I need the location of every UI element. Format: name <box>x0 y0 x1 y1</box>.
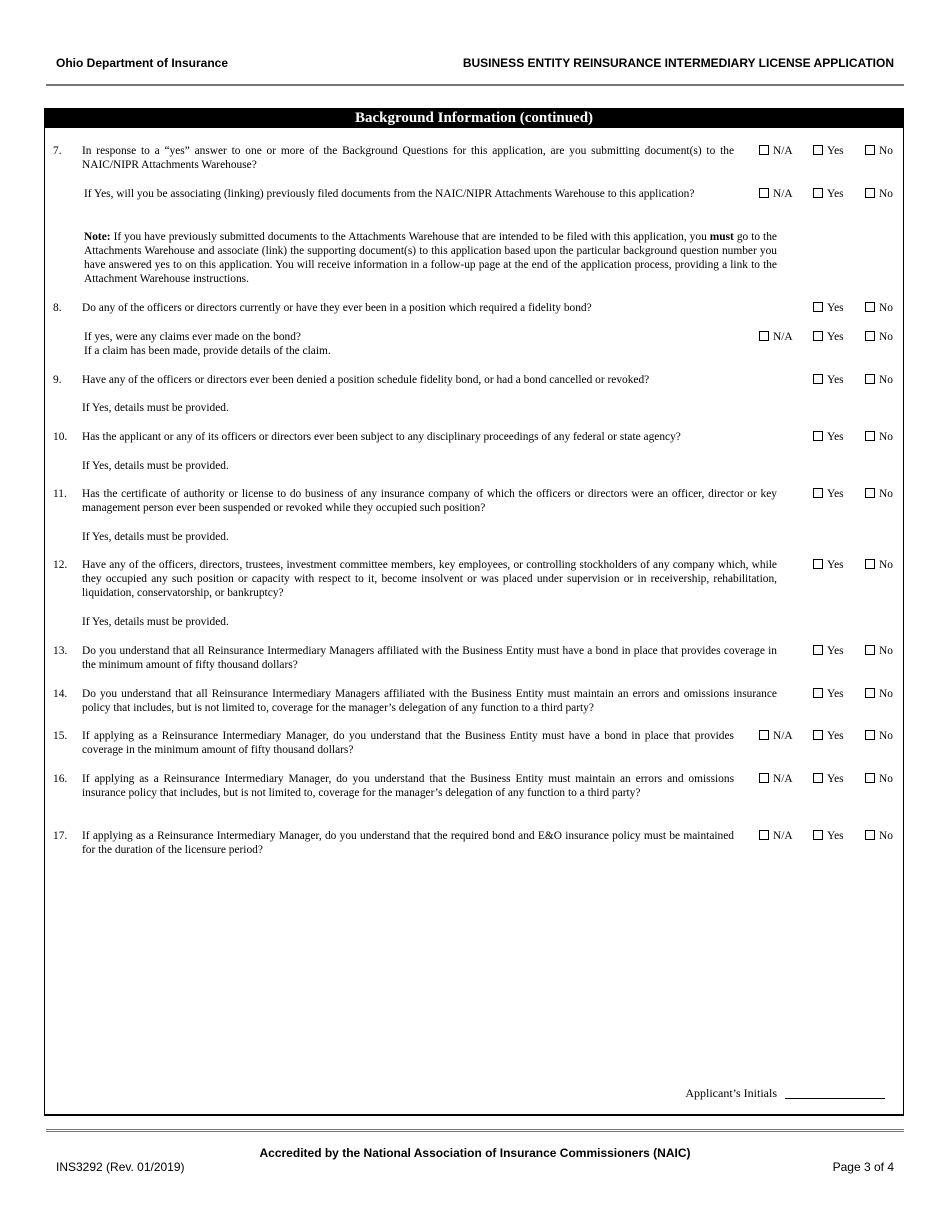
q8b-yes-checkbox[interactable]: Yes <box>813 330 844 344</box>
q8b-no-checkbox[interactable]: No <box>865 330 893 344</box>
q7b-yes-checkbox[interactable]: Yes <box>813 187 844 201</box>
checkbox-box[interactable] <box>813 730 823 740</box>
q16-yes-checkbox[interactable]: Yes <box>813 772 844 786</box>
question-text: If Yes, will you be associating (linking) previously filed documents from the NAIC/NIPR Attachments Warehouse to this application? <box>84 188 695 200</box>
checkbox-box[interactable] <box>813 431 823 441</box>
question-number: 11. <box>53 488 67 500</box>
checkbox-box[interactable] <box>813 488 823 498</box>
q17-yes-checkbox[interactable]: Yes <box>813 829 844 843</box>
checkbox-box[interactable] <box>865 688 875 698</box>
question-text: Do any of the officers or directors currently or have they ever been in a position which required a fidelity bond? <box>82 302 592 314</box>
checkbox-box[interactable] <box>759 730 769 740</box>
checkbox-box[interactable] <box>813 145 823 155</box>
question-number: 8. <box>53 302 62 314</box>
initials-label: Applicant’s Initials <box>685 1086 777 1100</box>
question-text: If applying as a Reinsurance Intermediary Manager, do you understand that the Business Entity must maintain an errors and omissions insurance policy that includes, but is not limited to, coverage for the manager’s delegation of any function to a third party? <box>82 773 734 799</box>
applicant-initials <box>685 1086 885 1101</box>
q7b-na-checkbox[interactable]: N/A <box>759 187 793 201</box>
question-number: 7. <box>53 145 62 157</box>
q15-na-checkbox[interactable]: N/A <box>759 729 793 743</box>
header-divider <box>46 84 904 86</box>
footer-accreditation: Accredited by the National Association of Insurance Commissioners (NAIC) <box>259 1146 691 1160</box>
question-number: 15. <box>53 730 68 742</box>
header-form-title: BUSINESS ENTITY REINSURANCE INTERMEDIARY LICENSE APPLICATION <box>462 56 894 70</box>
q11-no-checkbox[interactable]: No <box>865 487 893 501</box>
header-department: Ohio Department of Insurance <box>56 56 229 70</box>
question-text: If yes, were any claims ever made on the bond? If a claim has been made, provide details of the claim. <box>84 331 331 357</box>
checkbox-box[interactable] <box>865 374 875 384</box>
background-information-section <box>44 108 904 1116</box>
note-must: must <box>709 231 734 243</box>
q16-no-checkbox[interactable]: No <box>865 772 893 786</box>
checkbox-box[interactable] <box>813 374 823 384</box>
initials-field[interactable] <box>785 1098 885 1099</box>
footer-divider <box>46 1129 904 1132</box>
q7b-no-checkbox[interactable]: No <box>865 187 893 201</box>
checkbox-box[interactable] <box>813 773 823 783</box>
q10-yes-checkbox[interactable]: Yes <box>813 430 844 444</box>
q9-yes-checkbox[interactable]: Yes <box>813 373 844 387</box>
note-text: Note: If you have previously submitted documents to the Attachments Warehouse that are intended to be filed with this application, you must go to the Attachments Warehouse and associate (link) the supporting document(s) to this application based upon the particular background question number you have answered yes to on this application. You will receive information in a follow-up page at the end of the application process, providing a link to the Attachment Warehouse instructions. <box>84 231 777 285</box>
q10-no-checkbox[interactable]: No <box>865 430 893 444</box>
question-text: Do you understand that all Reinsurance Intermediary Managers affiliated with the Business Entity must maintain an errors and omissions insurance policy that includes, but is not limited to, coverage for the manager’s delegation of any function to a third party? <box>82 688 777 714</box>
q13-yes-checkbox[interactable]: Yes <box>813 644 844 658</box>
question-number: 9. <box>53 374 62 386</box>
checkbox-box[interactable] <box>813 559 823 569</box>
question-text: If applying as a Reinsurance Intermediary Manager, do you understand that the required bond and E&O insurance policy must be maintained for the duration of the licensure period? <box>82 830 734 856</box>
question-text: Has the certificate of authority or license to do business of any insurance company of which the officers or directors were an officer, director or key management person ever been suspended or revoked while they occupied such position? <box>82 488 777 514</box>
question-text: If applying as a Reinsurance Intermediary Manager, do you understand that the Business Entity must have a bond in place that provides coverage in the minimum amount of fifty thousand dollars? <box>82 730 734 756</box>
question-number: 10. <box>53 431 68 443</box>
checkbox-box[interactable] <box>865 645 875 655</box>
detail-text: If Yes, details must be provided. <box>82 616 229 628</box>
checkbox-box[interactable] <box>813 331 823 341</box>
checkbox-box[interactable] <box>759 830 769 840</box>
checkbox-box[interactable] <box>759 188 769 198</box>
checkbox-box[interactable] <box>865 730 875 740</box>
question-text: Do you understand that all Reinsurance Intermediary Managers affiliated with the Business Entity must have a bond in place that provides coverage in the minimum amount of fifty thousand dollars? <box>82 645 777 671</box>
q7-yes-checkbox[interactable]: Yes <box>813 144 844 158</box>
q11-yes-checkbox[interactable]: Yes <box>813 487 844 501</box>
q8b-na-checkbox[interactable]: N/A <box>759 330 793 344</box>
q14-yes-checkbox[interactable]: Yes <box>813 687 844 701</box>
footer-page-number: Page 3 of 4 <box>832 1160 894 1174</box>
checkbox-box[interactable] <box>865 145 875 155</box>
checkbox-box[interactable] <box>759 773 769 783</box>
q8-no-checkbox[interactable]: No <box>865 301 893 315</box>
question-text: Has the applicant or any of its officers or directors ever been subject to any disciplinary proceedings of any federal or state agency? <box>82 431 681 443</box>
checkbox-box[interactable] <box>759 331 769 341</box>
q13-no-checkbox[interactable]: No <box>865 644 893 658</box>
q9-no-checkbox[interactable]: No <box>865 373 893 387</box>
q7-no-checkbox[interactable]: No <box>865 144 893 158</box>
question-text: Have any of the officers or directors ever been denied a position schedule fidelity bond, or had a bond cancelled or revoked? <box>82 374 650 386</box>
question-text: In response to a “yes” answer to one or more of the Background Questions for this application, are you submitting document(s) to the NAIC/NIPR Attachments Warehouse? <box>82 145 734 171</box>
q8-yes-checkbox[interactable]: Yes <box>813 301 844 315</box>
q17-na-checkbox[interactable]: N/A <box>759 829 793 843</box>
section-title: Background Information (continued) <box>45 109 903 128</box>
q17-no-checkbox[interactable]: No <box>865 829 893 843</box>
q16-na-checkbox[interactable]: N/A <box>759 772 793 786</box>
checkbox-box[interactable] <box>759 145 769 155</box>
checkbox-box[interactable] <box>865 488 875 498</box>
footer-form-number: INS3292 (Rev. 01/2019) <box>56 1160 185 1174</box>
checkbox-box[interactable] <box>865 773 875 783</box>
checkbox-box[interactable] <box>865 188 875 198</box>
q12-no-checkbox[interactable]: No <box>865 558 893 572</box>
checkbox-box[interactable] <box>865 559 875 569</box>
question-number: 17. <box>53 830 68 842</box>
question-number: 12. <box>53 559 68 571</box>
checkbox-box[interactable] <box>865 431 875 441</box>
q15-no-checkbox[interactable]: No <box>865 729 893 743</box>
q15-yes-checkbox[interactable]: Yes <box>813 729 844 743</box>
checkbox-box[interactable] <box>813 188 823 198</box>
detail-text: If Yes, details must be provided. <box>82 460 229 472</box>
checkbox-box[interactable] <box>813 688 823 698</box>
checkbox-box[interactable] <box>865 331 875 341</box>
checkbox-box[interactable] <box>813 302 823 312</box>
checkbox-box[interactable] <box>865 830 875 840</box>
note-label: Note: <box>84 231 111 243</box>
q7-na-checkbox[interactable]: N/A <box>759 144 793 158</box>
question-number: 16. <box>53 773 68 785</box>
checkbox-box[interactable] <box>865 302 875 312</box>
question-number: 14. <box>53 688 68 700</box>
question-number: 13. <box>53 645 68 657</box>
question-text: Have any of the officers, directors, trustees, investment committee members, key employees, or controlling stockholders of any company which, while they occupied any such position or capacity with respect to it, become insolvent or was placed under supervision or in receivership, rehabilitation, liquidation, conservatorship, or bankruptcy? <box>82 559 777 599</box>
checkbox-box[interactable] <box>813 645 823 655</box>
detail-text: If Yes, details must be provided. <box>82 402 229 414</box>
q12-yes-checkbox[interactable]: Yes <box>813 558 844 572</box>
detail-text: If Yes, details must be provided. <box>82 531 229 543</box>
q14-no-checkbox[interactable]: No <box>865 687 893 701</box>
checkbox-box[interactable] <box>813 830 823 840</box>
